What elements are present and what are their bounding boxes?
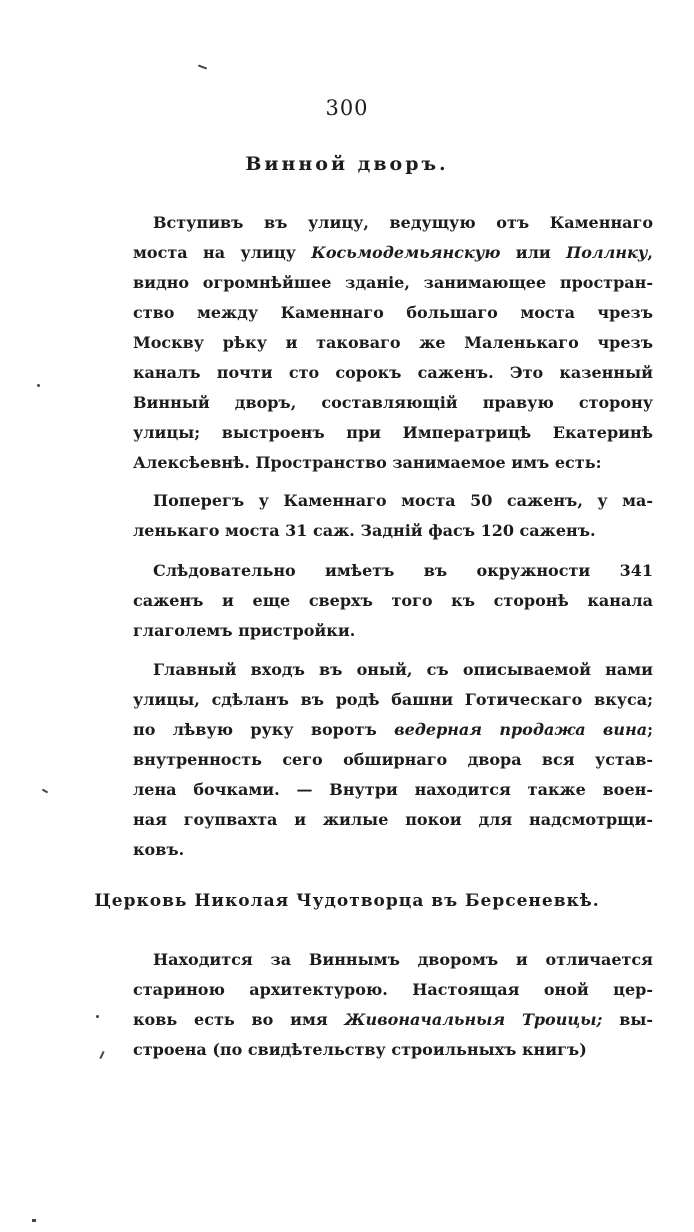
section-title-wine-yard: Винной дворъ. [245,153,449,175]
text-line [133,486,653,516]
text-run: ковъ. [133,840,185,859]
text-line [133,1035,653,1065]
paragraph-4 [133,655,653,865]
print-speck [42,789,48,794]
text-line [133,745,653,775]
text-line [133,715,653,745]
text-run: моста на улицу [133,243,312,262]
page-number: 300 [325,96,369,120]
text-line [133,328,653,358]
paragraph-2 [133,486,653,546]
text-line [133,448,653,478]
text-run: вы- [602,1010,654,1029]
text-run: по лѣвую руку воротъ [133,720,395,739]
text-line [133,975,653,1005]
text-line [133,655,653,685]
text-run: Винный дворъ, составляющій правую сторону [133,393,653,412]
paragraph-1 [133,208,653,478]
text-line [133,616,653,646]
text-line [133,418,653,448]
text-run: Главный входъ въ оный, съ описываемой нами [153,660,653,679]
text-line [133,586,653,616]
paragraph-5 [133,945,653,1065]
text-line [133,945,653,975]
text-run: видно огромнѣйшее зданіе, занимающее простран- [133,273,653,292]
text-run: Вступивъ въ улицу, ведущую отъ Каменнаго [153,213,653,232]
text-run: ковь есть во имя [133,1010,345,1029]
text-run: или [500,243,567,262]
print-speck [37,384,40,387]
text-run: ленькаго моста 31 саж. Заднiй фасъ 120 саженъ. [133,521,596,540]
print-speck [32,1219,36,1222]
paragraph-3 [133,556,653,646]
text-line [133,208,653,238]
text-line [133,835,653,865]
text-line [133,238,653,268]
text-run: Находится за Виннымъ дворомъ и отличается [153,950,653,969]
text-run: Алексѣевнѣ. Пространство занимаемое имъ есть: [133,453,602,472]
text-line [133,685,653,715]
text-run: ная гоупвахта и жилые покои для надсмотрщи- [133,810,653,829]
text-line [133,298,653,328]
text-run: улицы; выстроенъ при Императрицѣ Екатеринѣ [133,423,653,442]
text-run: ; [647,720,654,739]
text-line [133,556,653,586]
text-run: каналъ почти сто сорокъ саженъ. Это казенный [133,363,653,382]
text-run: саженъ и еще сверхъ того къ сторонѣ канала [133,591,653,610]
italic-text: Косьмодемьянскую [311,243,501,262]
text-run: лена бочками. — Внутри находится также воен- [133,780,653,799]
text-run: глаголемъ пристройки. [133,621,356,640]
text-run: Слѣдовательно имѣетъ въ окружности 341 [153,561,653,580]
print-speck [99,1051,104,1059]
text-line [133,516,653,546]
italic-text: ведерная продажа вина [394,720,648,739]
print-speck [198,65,207,70]
text-run: Москву рѣку и таковаго же Маленькаго чрезъ [133,333,653,352]
italic-text: Поллнку [566,243,648,262]
text-line [133,388,653,418]
text-run: улицы, сдѣланъ въ родѣ башни Готическаго вкуса; [133,690,653,709]
italic-text: Живоначальныя Троицы; [344,1010,603,1029]
text-run: Поперегъ у Каменнаго моста 50 саженъ, у ма- [153,491,653,510]
text-run: строена (по свидѣтельству строильныхъ книгъ) [133,1040,587,1059]
text-line [133,1005,653,1035]
text-line [133,358,653,388]
text-run: внутренность сего обширнаго двора вся устав- [133,750,653,769]
text-line [133,268,653,298]
text-run: стариною архитектурою. Настоящая оной цер- [133,980,653,999]
text-line [133,775,653,805]
text-run: ство между Каменнаго большаго моста чрезъ [133,303,653,322]
print-speck [96,1015,99,1018]
section-title-church: Церковь Николая Чудотворца въ Берсеневкѣ. [94,891,600,911]
text-run: , [647,243,653,262]
text-line [133,805,653,835]
